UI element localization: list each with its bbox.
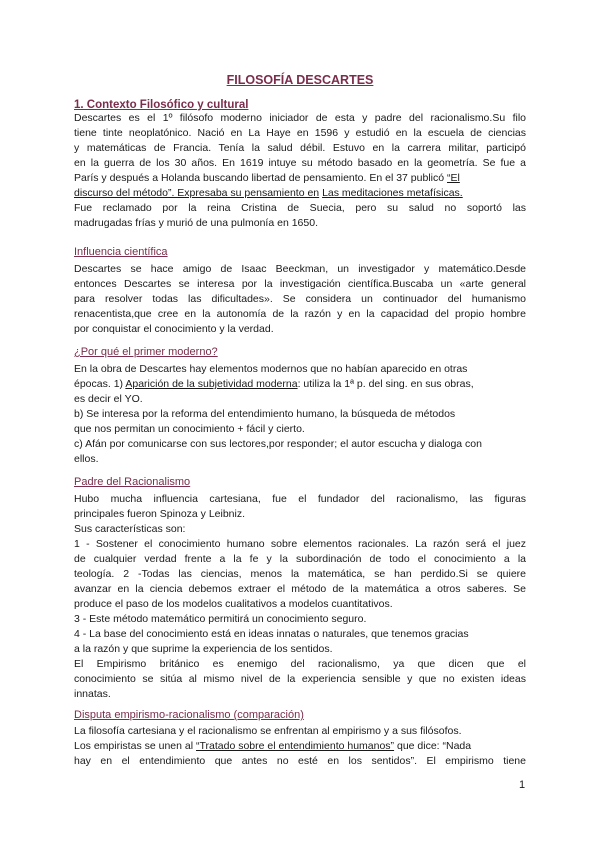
paragraph-line: produce el paso de los modelos cualitativos a modelos cuantitativos. (74, 598, 393, 610)
paragraph-line (74, 186, 526, 201)
paragraph-line: que nos permitan un conocimiento + fácil y cierto. (74, 423, 305, 435)
section-heading-context: 1. Contexto Filosófico y cultural (74, 99, 249, 111)
paragraph-line: madrugadas frías y murió de una pulmonía en 1650. (74, 217, 318, 229)
paragraph-line: El Empirismo británico es enemigo del racionalismo, ya que dicen que el (74, 658, 526, 670)
paragraph-line: renacentista,que cree en la autonomía de la razón y en la capacidad del propio hombre (74, 308, 526, 320)
paragraph-line: Fue reclamado por la reina Cristina de Suecia, pero su salud no soportó las (74, 202, 526, 214)
work-title-meditaciones: Las meditaciones metafísicas. (322, 187, 463, 199)
paragraph-line (74, 739, 526, 754)
work-title-tratado: “Tratado sobre el entendimiento humanos” (196, 740, 395, 752)
paragraph-line: Hubo mucha influencia cartesiana, fue el fundador del racionalismo, las figuras (74, 493, 526, 505)
paragraph-line: c) Afán por comunicarse con sus lectores,por responder; el autor escucha y dialoga con (74, 438, 482, 450)
paragraph-line: ellos. (74, 453, 99, 465)
page-number: 1 (519, 779, 526, 791)
paragraph-line: conocimiento se sitúa al mismo nivel de la experiencia sensible y que no existen ideas (74, 673, 526, 685)
paragraph-line (74, 377, 526, 392)
paragraph-line: Sus características son: (74, 523, 186, 535)
work-title-discurso-end: discurso del método”. Expresaba su pensamiento en (74, 187, 320, 199)
section-heading-influencia: Influencia científica (74, 246, 168, 258)
paragraph-text: París y después a Holanda buscando libertad de pensamiento. En el 37 publicó (74, 172, 445, 184)
paragraph-line: b) Se interesa por la reforma del entendimiento humano, la búsqueda de métodos (74, 408, 456, 420)
paragraph-text: épocas. 1) (74, 378, 124, 390)
paragraph-line: es decir el YO. (74, 393, 143, 405)
paragraph-line: de cualquier verdad frente a la fe y la subordinación de todo el conocimiento a la (74, 553, 526, 565)
paragraph-line: 4 - La base del conocimiento está en ideas innatas o naturales, que tenemos gracias (74, 628, 469, 640)
paragraph-line: teología. 2 -Todas las ciencias, menos la matemática, se han perdido.Si se quiere (74, 568, 526, 580)
paragraph-line: hay en el entendimiento que antes no esté en los sentidos”. El empirismo tiene (74, 755, 526, 767)
paragraph-line: tiene tinte neoplatónico. Nació en La Haye en 1596 y estudió en la escuela de ciencias (74, 127, 526, 139)
paragraph-line: en la guerra de los 30 años. En 1619 intuye su método basado en la geometría. Se fue a (74, 157, 526, 169)
paragraph-text: que dice: “Nada (394, 740, 472, 752)
paragraph-line: principales fueron Spinoza y Leibniz. (74, 508, 246, 520)
paragraph-line: Descartes se hace amigo de Isaac Beeckman, un investigador y matemático.Desde (74, 263, 526, 275)
paragraph-line: innatas. (74, 688, 111, 700)
paragraph-line: 1 - Sostener el conocimiento humano sobre elementos racionales. La razón será el juez (74, 538, 526, 550)
paragraph-line: a la razón y que suprime la experiencia de los sentidos. (74, 643, 333, 655)
paragraph-line: En la obra de Descartes hay elementos modernos que no habían aparecido en otras (74, 363, 468, 375)
section-heading-disputa: Disputa empirismo-racionalismo (comparación) (74, 709, 304, 721)
concept-subjetividad: Aparición de la subjetividad moderna (125, 378, 298, 390)
paragraph-line: 3 - Este método matemático permitirá un conocimiento seguro. (74, 613, 367, 625)
paragraph-line: por conquistar el conocimiento y la verdad. (74, 323, 274, 335)
paragraph-line: para resolver todas las dificultades». Se considera un continuador del humanismo (74, 293, 526, 305)
section-heading-racionalismo: Padre del Racionalismo (74, 476, 191, 488)
paragraph-text: : utiliza la 1ª p. del sing. en sus obras, (297, 378, 474, 390)
paragraph-line (74, 171, 526, 186)
paragraph-line: avanzar en la ciencia debemos extraer el método de la matemática a otros saberes. Se (74, 583, 526, 595)
paragraph-line: y matemáticas de Francia. Tenía la salud débil. Estuvo en la carrera militar, participó (74, 142, 526, 154)
paragraph-line: La filosofía cartesiana y el racionalismo se enfrentan al empirismo y a sus filósofos. (74, 725, 462, 737)
section-heading-moderno: ¿Por qué el primer moderno? (74, 346, 218, 358)
document-title: FILOSOFÍA DESCARTES (226, 73, 374, 87)
work-title-discurso-start: “El (447, 172, 460, 184)
paragraph-line: entonces Descartes se interesa por la investigación científica.Buscaba un «arte general (74, 278, 526, 290)
paragraph-line: Descartes es el 1º filósofo moderno iniciador de esta y padre del racionalismo.Su filo (74, 112, 526, 124)
paragraph-text: Los empiristas se unen al (74, 740, 194, 752)
